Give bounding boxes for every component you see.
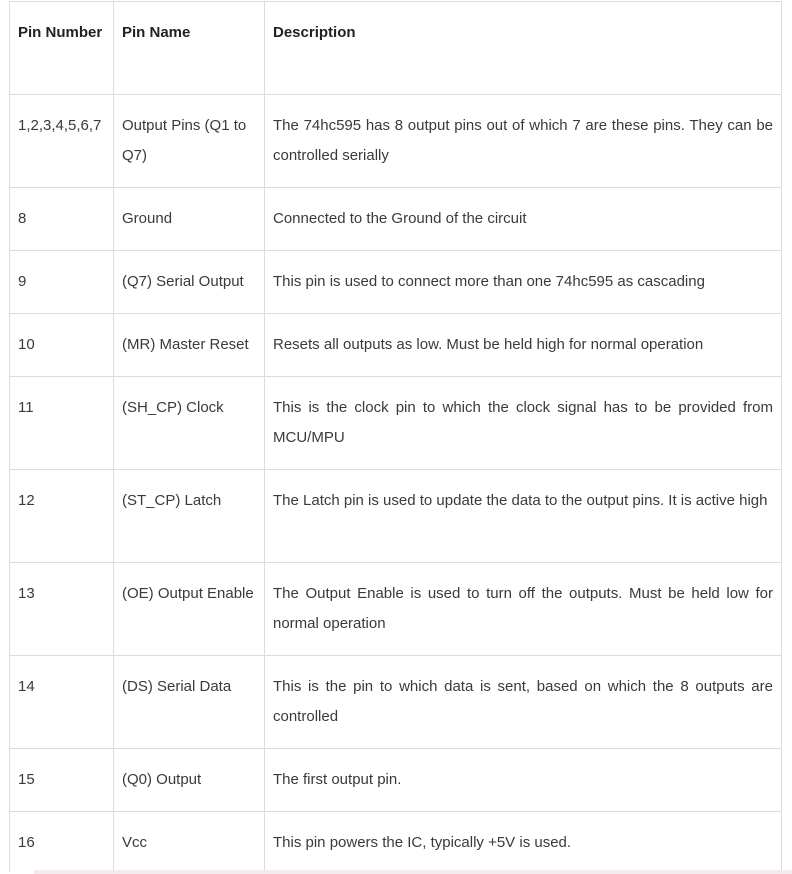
header-pin-number: Pin Number (10, 2, 114, 95)
table-row (10, 188, 782, 251)
pin-number-cell: 14 (10, 656, 114, 749)
pin-number-cell: 13 (10, 563, 114, 656)
pin-name-cell: (SH_CP) Clock (114, 377, 265, 470)
description-cell: This pin is used to connect more than one 74hc595 as cascading (265, 251, 782, 314)
pin-number-cell: 15 (10, 749, 114, 812)
pin-name-cell: (DS) Serial Data (114, 656, 265, 749)
table-row (10, 314, 782, 377)
table-row (10, 656, 782, 749)
table-row (10, 377, 782, 470)
header-pin-name: Pin Name (114, 2, 265, 95)
pin-table-container (9, 1, 781, 873)
description-cell: The Output Enable is used to turn off the outputs. Must be held low for normal operation (265, 563, 782, 656)
table-row (10, 749, 782, 812)
pin-number-cell: 10 (10, 314, 114, 377)
pin-number-cell: 1,2,3,4,5,6,7 (10, 95, 114, 188)
pin-name-cell: Ground (114, 188, 265, 251)
description-cell: This is the clock pin to which the clock signal has to be provided from MCU/MPU (265, 377, 782, 470)
pin-description-table (9, 1, 782, 873)
description-cell: Connected to the Ground of the circuit (265, 188, 782, 251)
pin-name-cell: Vcc (114, 812, 265, 873)
pin-name-cell: (ST_CP) Latch (114, 470, 265, 563)
table-row (10, 251, 782, 314)
pin-number-cell: 9 (10, 251, 114, 314)
description-cell: The 74hc595 has 8 output pins out of which 7 are these pins. They can be controlled serially (265, 95, 782, 188)
description-cell: This pin powers the IC, typically +5V is used. (265, 812, 782, 873)
pin-number-cell: 12 (10, 470, 114, 563)
table-header-row (10, 2, 782, 95)
pin-name-cell: (MR) Master Reset (114, 314, 265, 377)
table-row (10, 563, 782, 656)
header-description: Description (265, 2, 782, 95)
description-cell: This is the pin to which data is sent, based on which the 8 outputs are controlled (265, 656, 782, 749)
table-row (10, 470, 782, 563)
pin-number-cell: 11 (10, 377, 114, 470)
pin-number-cell: 16 (10, 812, 114, 873)
table-row (10, 95, 782, 188)
description-cell: The first output pin. (265, 749, 782, 812)
description-cell: The Latch pin is used to update the data to the output pins. It is active high (265, 470, 782, 563)
table-row (10, 812, 782, 873)
pin-name-cell: (Q0) Output (114, 749, 265, 812)
pin-name-cell: Output Pins (Q1 to Q7) (114, 95, 265, 188)
pin-number-cell: 8 (10, 188, 114, 251)
bottom-divider-strip (34, 870, 792, 874)
pin-name-cell: (OE) Output Enable (114, 563, 265, 656)
pin-name-cell: (Q7) Serial Output (114, 251, 265, 314)
description-cell: Resets all outputs as low. Must be held high for normal operation (265, 314, 782, 377)
